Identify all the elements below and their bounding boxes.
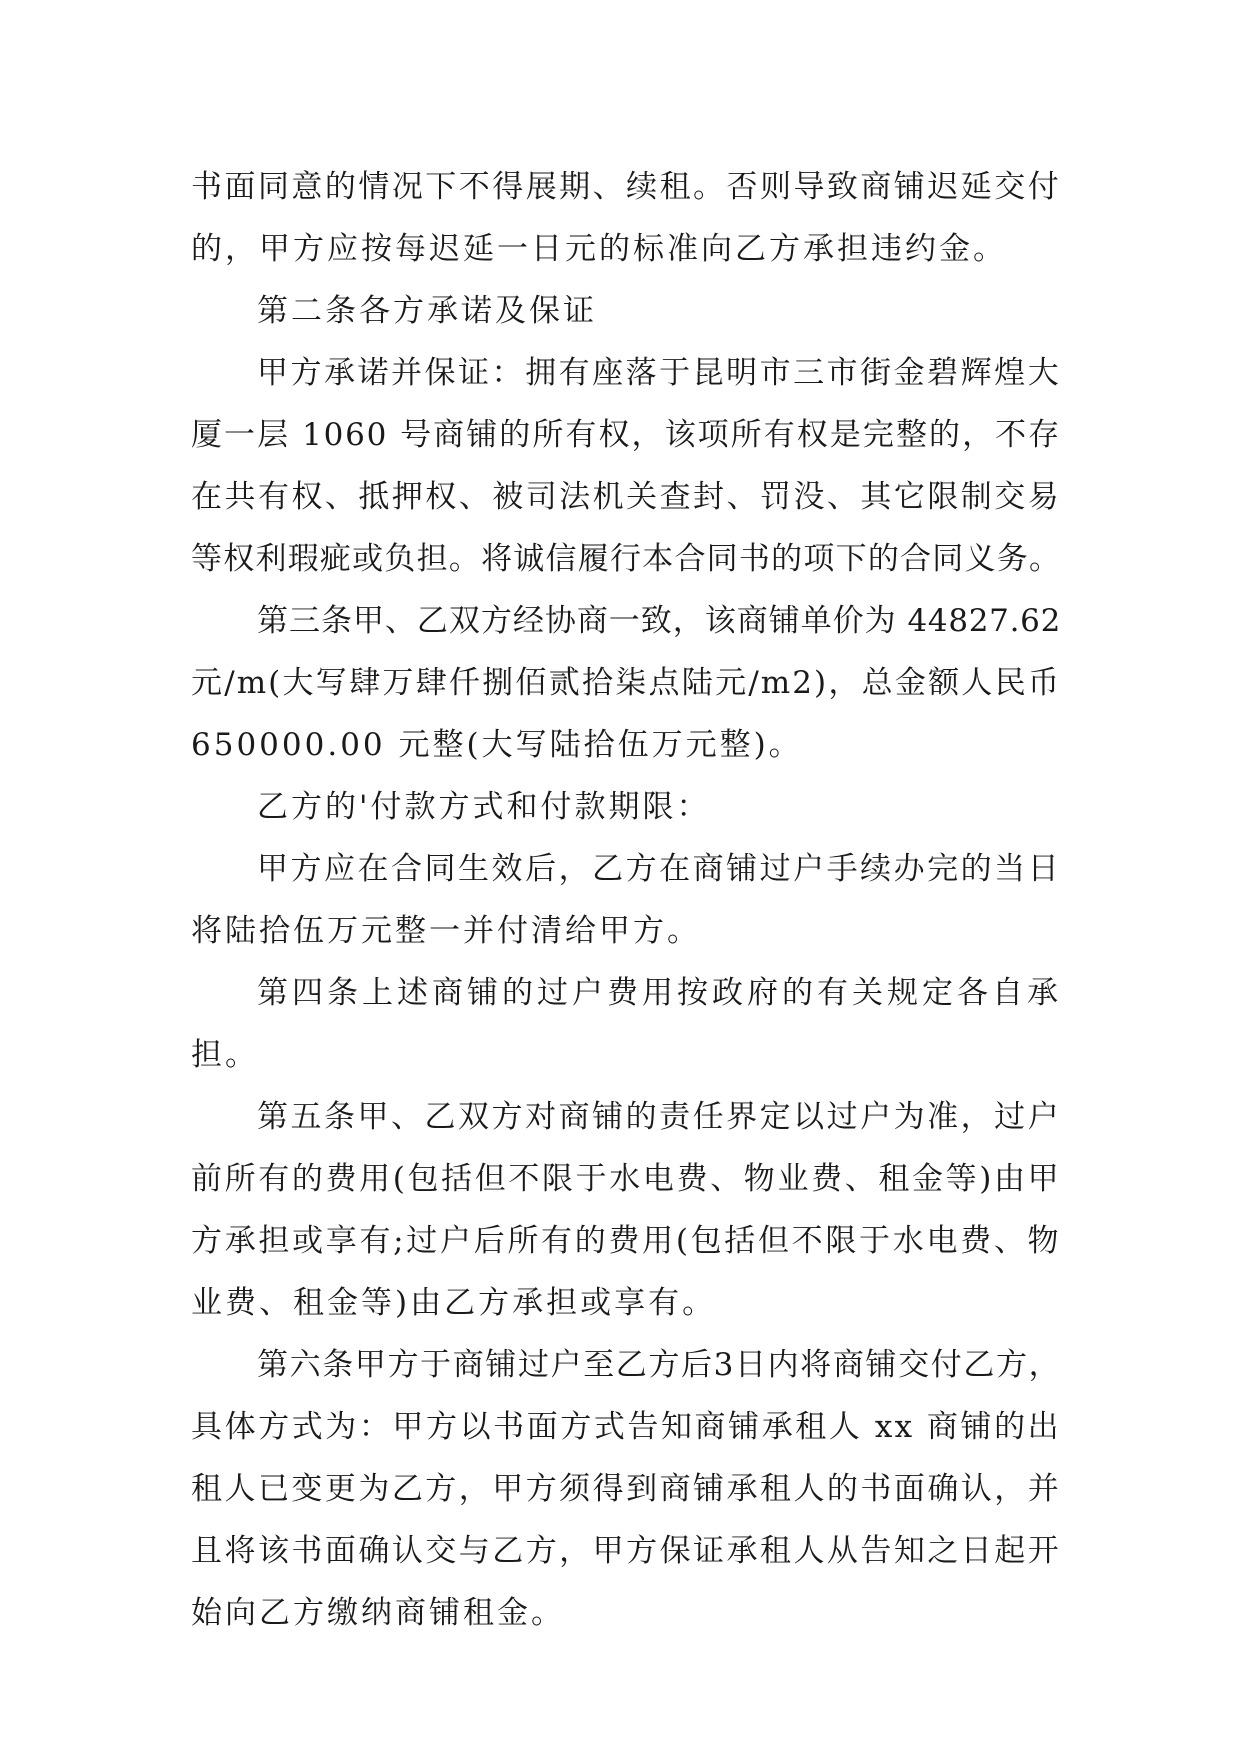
text-line: 在共有权、抵押权、被司法机关查封、罚没、其它限制交易 — [191, 479, 1061, 515]
text-line: 的，甲方应按每迟延一日元的标准向乙方承担违约金。 — [191, 231, 1007, 267]
text-line: 业费、租金等)由乙方承担或享有。 — [191, 1285, 717, 1321]
text-line: 650000.00 元整(大写陆拾伍万元整)。 — [191, 727, 803, 763]
text-line: 第四条上述商铺的过户费用按政府的有关规定各自承 — [257, 975, 1061, 1011]
text-line: 第三条甲、乙双方经协商一致，该商铺单价为 44827.62 — [257, 603, 1061, 639]
text-line: 乙方的'付款方式和付款期限： — [257, 789, 711, 825]
text-line: 担。 — [191, 1037, 259, 1073]
text-line: 等权利瑕疵或负担。将诚信履行本合同书的项下的合同义务。 — [191, 541, 1061, 577]
text-line: 第五条甲、乙双方对商铺的责任界定以过户为准，过户 — [257, 1099, 1061, 1135]
section-heading: 第二条各方承诺及保证 — [257, 293, 597, 329]
text-line: 始向乙方缴纳商铺租金。 — [191, 1595, 565, 1631]
text-line: 元/m(大写肆万肆仟捌佰贰拾柒点陆元/m2)，总金额人民币 — [191, 665, 1061, 701]
text-line: 甲方承诺并保证：拥有座落于昆明市三市街金碧辉煌大 — [257, 355, 1061, 391]
text-line: 厦一层 1060 号商铺的所有权，该项所有权是完整的，不存 — [191, 417, 1061, 453]
text-line: 方承担或享有;过户后所有的费用(包括但不限于水电费、物 — [191, 1223, 1061, 1259]
text-line: 前所有的费用(包括但不限于水电费、物业费、租金等)由甲 — [191, 1161, 1061, 1197]
text-line: 书面同意的情况下不得展期、续租。否则导致商铺迟延交付 — [191, 169, 1061, 205]
text-line: 租人已变更为乙方，甲方须得到商铺承租人的书面确认，并 — [191, 1471, 1061, 1507]
document-body — [191, 156, 1061, 1644]
text-line: 且将该书面确认交与乙方，甲方保证承租人从告知之日起开 — [191, 1533, 1061, 1569]
text-line: 第六条甲方于商铺过户至乙方后3日内将商铺交付乙方， — [257, 1347, 1061, 1383]
text-line: 具体方式为：甲方以书面方式告知商铺承租人 xx 商铺的出 — [191, 1409, 1061, 1445]
text-line: 甲方应在合同生效后，乙方在商铺过户手续办完的当日 — [257, 851, 1061, 887]
text-line: 将陆拾伍万元整一并付清给甲方。 — [191, 913, 701, 949]
